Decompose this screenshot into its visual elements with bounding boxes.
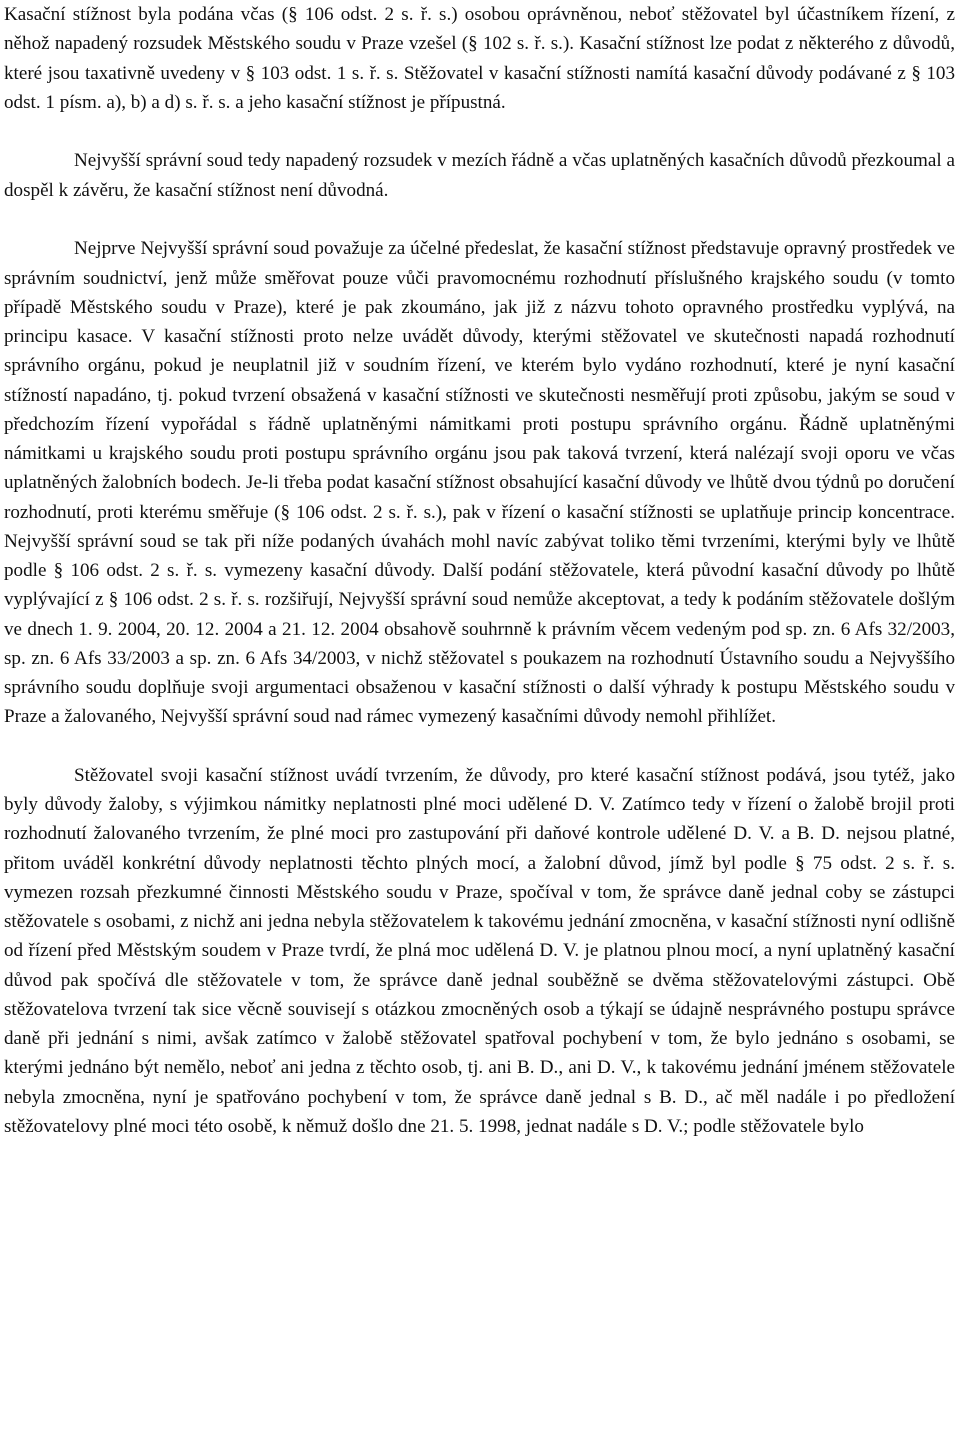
document-page [4,0,955,1141]
paragraph-admissibility: Kasační stížnost byla podána včas (§ 106 odst. 2 s. ř. s.) osobou oprávněnou, neboť stěžovatel byl účastníkem řízení, z něhož napadený rozsudek Městského soudu v Praze vzešel (§ 102 s. ř. s.). Kasační stížnost lze podat z některého z důvodů, které jsou taxativně uvedeny v § 103 odst. 1 s. ř. s. Stěžovatel v kasační stížnosti namítá kasační důvody podávané z § 103 odst. 1 písm. a), b) a d) s. ř. s. a jeho kasační stížnost je přípustná. [4,4,955,113]
paragraph-cassation-principle: Nejprve Nejvyšší správní soud považuje za účelné předeslat, že kasační stížnost představuje opravný prostředek ve správním soudnictví, jenž může směřovat pouze vůči pravomocnému rozhodnutí příslušného krajského soudu (v tomto případě Městského soudu v Praze), které je pak zkoumáno, jak již z názvu tohoto opravného prostředku vyplývá, na principu kasace. V kasační stížnosti proto nelze uvádět důvody, kterými stěžovatel ve skutečnosti napadá rozhodnutí správního orgánu, pokud je neuplatnil již v soudním řízení, ve kterém bylo vydáno rozhodnutí, které je nyní kasační stížností napadáno, tj. pokud tvrzení obsažená v kasační stížnosti ve skutečnosti nesměřují proti způsobu, jakým se soud v předchozím řízení vypořádal s řádně uplatněnými námitkami proti postupu správního orgánu. Řádně uplatněnými námitkami u krajského soudu proti postupu správního orgánu jsou pak taková tvrzení, která nalézají svoji oporu ve včas uplatněných žalobních bodech. Je-li třeba podat kasační stížnost obsahující kasační důvody ve lhůtě dvou týdnů po doručení rozhodnutí, proti kterému směřuje (§ 106 odst. 2 s. ř. s.), pak v řízení o kasační stížnosti se uplatňuje princip koncentrace. Nejvyšší správní soud se tak při níže podaných úvahách mohl navíc zabývat toliko těmi tvrzeními, kterými byly ve lhůtě podle § 106 odst. 2 s. ř. s. vymezeny kasační důvody. Další podání stěžovatele, která původní kasační důvody po lhůtě vyplývající z § 106 odst. 2 s. ř. s. rozšiřují, Nejvyšší správní soud nemůže akceptovat, a tedy k podáním stěžovatele došlým ve dnech 1. 9. 2004, 20. 12. 2004 a 21. 12. 2004 obsahově souhrnně k právním věcem vedeným pod sp. zn. 6 Afs 32/2003, sp. zn. 6 Afs 33/2003 a sp. zn. 6 Afs 34/2003, v nichž stěžovatel s poukazem na rozhodnutí Ústavního soudu a Nejvyššího správního soudu doplňuje svoji argumentaci obsaženou v kasační stížnosti o další výhrady k postupu Městského soudu v Praze a žalovaného, Nejvyšší správní soud nad rámec vymezený kasačními důvody nemohl přihlížet. [4,238,955,728]
paragraph-review-conclusion: Nejvyšší správní soud tedy napadený rozsudek v mezích řádně a včas uplatněných kasačních důvodů přezkoumal a dospěl k závěru, že kasační stížnost není důvodná. [4,150,955,201]
paragraph-power-of-attorney: Stěžovatel svoji kasační stížnost uvádí tvrzením, že důvody, pro které kasační stížnost podává, jsou tytéž, jako byly důvody žaloby, s výjimkou námitky neplatnosti plné moci udělené D. V. Zatímco tedy v řízení o žalobě brojil proti rozhodnutí žalovaného tvrzením, že plné moci pro zastupování při daňové kontrole udělené D. V. a B. D. nejsou platné, přitom uváděl konkrétní důvody neplatnosti těchto plných mocí, a žalobní důvod, jímž byl podle § 75 odst. 2 s. ř. s. vymezen rozsah přezkumné činnosti Městského soudu v Praze, spočíval v tom, že správce daně jednal coby se zástupci stěžovatele s osobami, z nichž ani jedna nebyla stěžovatelem k takovému jednání zmocněna, v kasační stížnosti nyní odlišně od řízení před Městským soudem v Praze tvrdí, že plná moc udělená D. V. je platnou plnou mocí, a nyní uplatněný kasační důvod pak spočívá dle stěžovatele v tom, že správce daně jednal souběžně se dvěma stěžovatelovými zástupci. Obě stěžovatelova tvrzení tak sice věcně souvisejí s otázkou zmocněných osob a týkají se údajně nesprávného postupu správce daně při jednání s nimi, avšak zatímco v žalobě stěžovatel spatřoval pochybení v tom, že bylo jednáno s osobami, se kterými jednáno být nemělo, neboť ani jedna z těchto osob, tj. ani B. D., ani D. V., k takovému jednání jménem stěžovatele nebyla zmocněna, nyní je spatřováno pochybení v tom, že správce daně jednal s B. D., ač měl nadále i po předložení stěžovatelovy plné moci této osobě, k němuž došlo dne 21. 5. 1998, jednat nadále s D. V.; podle stěžovatele bylo [4,764,955,1137]
